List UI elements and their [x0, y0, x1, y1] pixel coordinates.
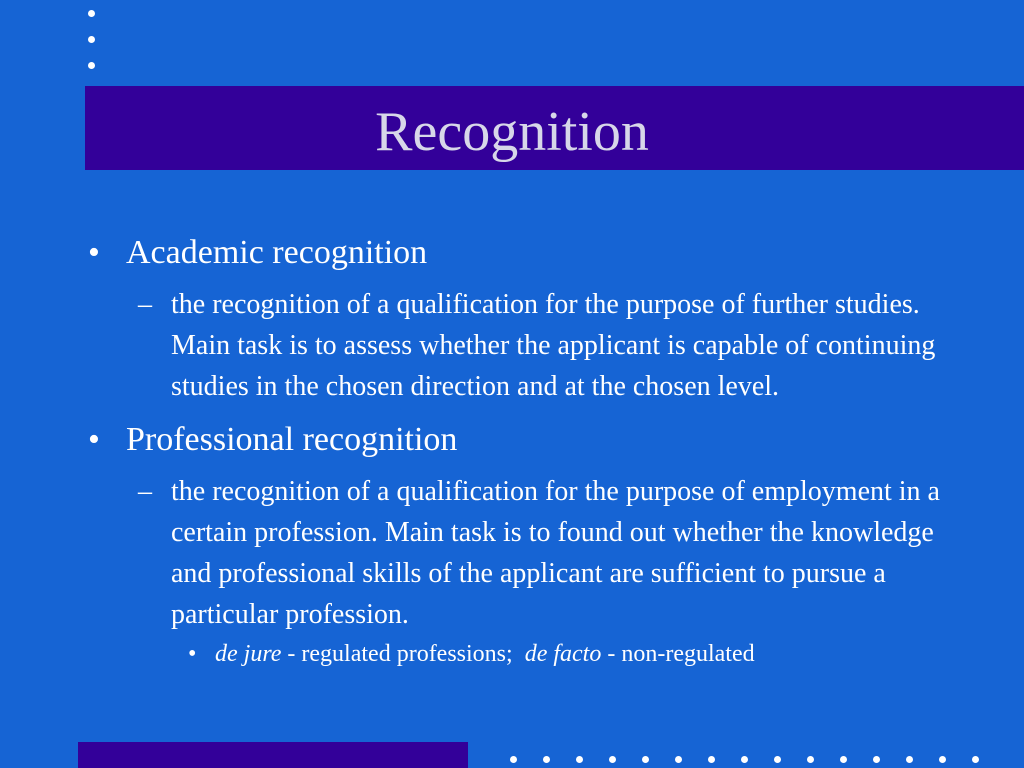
decorative-dot — [807, 756, 814, 763]
sub-bullet-text: the recognition of a qualification for the purpose of further studies. Main task is to assess whether the applicant is capable of continuing studies in the chosen direction and at the chosen level. — [171, 289, 936, 402]
left-dot-decoration — [88, 10, 100, 88]
bullet-marker: • — [188, 641, 197, 667]
bullet-academic-recognition — [88, 230, 948, 276]
sub-sub-bullet-regulation — [88, 637, 948, 671]
bullet-marker: • — [88, 421, 100, 458]
decorative-dot — [642, 756, 649, 763]
decorative-dot — [840, 756, 847, 763]
decorative-dot — [576, 756, 583, 763]
decorative-dot — [873, 756, 880, 763]
desc-regulated: - regulated professions; — [281, 641, 513, 667]
bullet-professional-recognition — [88, 417, 948, 463]
decorative-dot — [675, 756, 682, 763]
decorative-dot — [88, 36, 95, 43]
dash-marker: – — [138, 289, 152, 320]
decorative-dot — [972, 756, 979, 763]
decorative-dot — [543, 756, 550, 763]
sub-bullet-text: the recognition of a qualification for the purpose of employment in a certain profession. Main task is to found out whether the knowledge and professional skills of the applicant are sufficient to pursue a particular profession. — [171, 476, 940, 630]
slide-content — [88, 230, 948, 671]
decorative-dot — [510, 756, 517, 763]
decorative-dot — [939, 756, 946, 763]
bullet-heading: Academic recognition — [126, 234, 428, 271]
desc-non-regulated: - non-regulated — [601, 641, 755, 667]
term-de-facto: de facto — [524, 641, 602, 667]
decorative-dot — [88, 10, 95, 17]
term-de-jure: de jure — [215, 641, 282, 667]
decorative-dot — [609, 756, 616, 763]
decorative-dot — [741, 756, 748, 763]
decorative-dot — [708, 756, 715, 763]
decorative-dot — [88, 62, 95, 69]
sub-bullet-professional — [88, 471, 948, 635]
dash-marker: – — [138, 476, 152, 507]
bullet-heading: Professional recognition — [126, 421, 458, 458]
decorative-dot — [906, 756, 913, 763]
bottom-decoration-bar — [78, 742, 468, 768]
decorative-dot — [774, 756, 781, 763]
bullet-marker: • — [88, 234, 100, 271]
sub-bullet-academic — [88, 284, 948, 407]
bottom-dot-decoration — [510, 756, 1005, 763]
slide-title: Recognition — [375, 101, 649, 163]
